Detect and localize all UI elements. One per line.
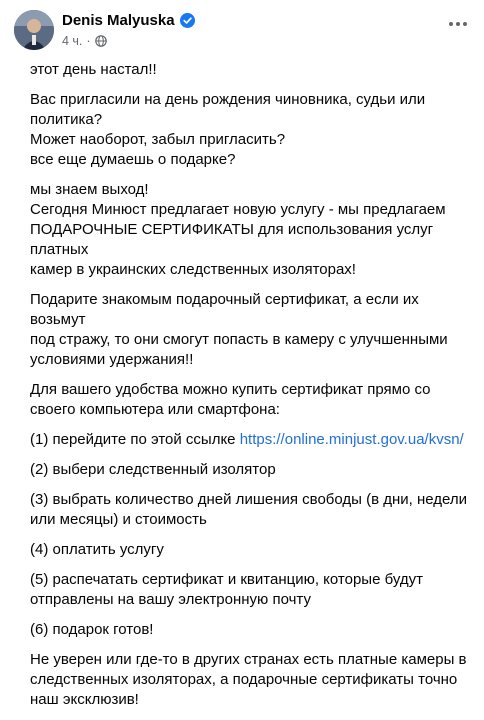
post-time[interactable]: 4 ч. xyxy=(62,34,83,48)
post-paragraph xyxy=(30,490,470,530)
avatar-photo-icon xyxy=(14,10,54,50)
more-dot xyxy=(456,22,460,26)
avatar[interactable] xyxy=(14,10,54,50)
more-options-icon[interactable] xyxy=(446,16,470,32)
meta-separator: · xyxy=(86,34,91,48)
post-paragraph xyxy=(30,620,470,640)
post-text-line: мы знаем выход! xyxy=(30,181,149,198)
post-text-line: или месяцы) и стоимость xyxy=(30,511,207,528)
post-paragraph xyxy=(30,460,470,480)
post-text-line: Вас пригласили на день рождения чиновника, судьи или xyxy=(30,91,426,108)
post-paragraph xyxy=(30,570,470,610)
globe-icon[interactable] xyxy=(95,35,107,47)
post-meta xyxy=(62,34,107,48)
post-text-line: следственных изоляторах, а подарочные сертификаты точно xyxy=(30,671,458,688)
author-name-row xyxy=(62,12,195,29)
post-paragraph xyxy=(30,430,470,450)
post-paragraph xyxy=(30,650,470,710)
post-paragraph xyxy=(30,180,470,280)
post-text-line: Для вашего удобства можно купить сертификат прямо со xyxy=(30,381,431,398)
post-text-line: (3) выбрать количество дней лишения свободы (в дни, недели xyxy=(30,491,467,508)
post-text-line: Подарите знакомым подарочный сертификат, а если их возьмут xyxy=(30,291,419,328)
post-text-line: все еще думаешь о подарке? xyxy=(30,151,236,168)
post-text-line: ПОДАРОЧНЫЕ СЕРТИФИКАТЫ для использования услуг платных xyxy=(30,221,434,258)
more-dot xyxy=(449,22,453,26)
post-text-line: политика? xyxy=(30,111,103,128)
post-text-line: Сегодня Минюст предлагает новую услугу - мы предлагаем xyxy=(30,201,446,218)
post-text-line: (1) перейдите по этой ссылке xyxy=(30,431,240,448)
minjust-link[interactable]: https://online.minjust.gov.ua/kvsn/ xyxy=(239,431,464,448)
post-text-line: (2) выбери следственный изолятор xyxy=(30,461,276,478)
post-paragraph xyxy=(30,90,470,170)
verified-badge-icon xyxy=(180,13,195,28)
post-text-line: Может наоборот, забыл пригласить? xyxy=(30,131,286,148)
more-dot xyxy=(463,22,467,26)
post-text-line: наш эксклюзив! xyxy=(30,691,139,708)
post-paragraph xyxy=(30,380,470,420)
post-text-line: своего компьютера или смартфона: xyxy=(30,401,280,418)
post-text-line: этот день настал!! xyxy=(30,61,157,78)
post-text-line: (4) оплатить услугу xyxy=(30,541,164,558)
post-paragraph xyxy=(30,60,470,80)
post-text-line: Не уверен или где-то в других странах есть платные камеры в xyxy=(30,651,467,668)
post-text xyxy=(30,60,470,720)
post-text-line: (6) подарок готов! xyxy=(30,621,154,638)
post-paragraph xyxy=(30,290,470,370)
post-text-line: условиями удержания!! xyxy=(30,351,194,368)
post-text-line: под стражу, то они смогут попасть в камеру с улучшенными xyxy=(30,331,448,348)
post-text-line: камер в украинских следственных изоляторах! xyxy=(30,261,356,278)
post-paragraph xyxy=(30,540,470,560)
post-text-line: (5) распечатать сертификат и квитанцию, которые будут xyxy=(30,571,423,588)
author-name[interactable]: Denis Malyuska xyxy=(62,12,175,29)
post-text-line: отправлены на вашу электронную почту xyxy=(30,591,311,608)
